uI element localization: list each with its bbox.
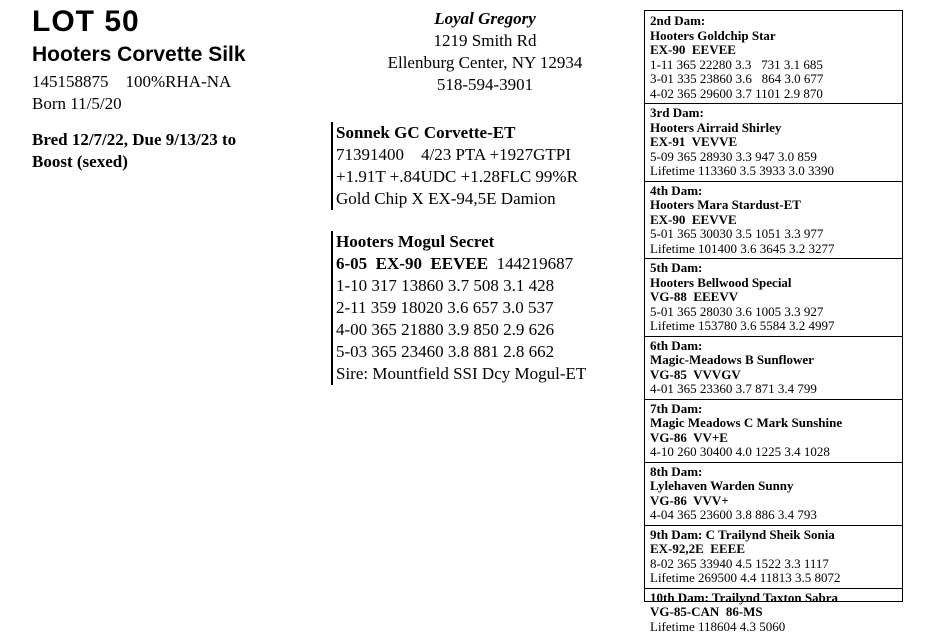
ancestor-label: 2nd Dam:: [650, 14, 897, 29]
ancestor-dam-entry: [650, 465, 897, 523]
dam-block: [331, 231, 586, 385]
ancestor-record: Lifetime 101400 3.6 3645 3.2 3277: [650, 242, 897, 257]
divider: [645, 525, 902, 526]
ancestor-record: 3-01 335 23860 3.6 864 3.0 677: [650, 72, 897, 87]
consignor-phone: 518-594-3901: [330, 74, 640, 96]
sire-line: Gold Chip X EX-94,5E Damion: [336, 188, 578, 210]
ancestor-classification: VG-86 VVV+: [650, 494, 897, 509]
ancestor-record: 4-10 260 30400 4.0 1225 3.4 1028: [650, 445, 897, 460]
divider: [645, 258, 902, 259]
ancestor-record: 1-11 365 22280 3.3 731 3.1 685: [650, 58, 897, 73]
ancestor-record: 4-01 365 23360 3.7 871 3.4 799: [650, 382, 897, 397]
cow-name: Hooters Corvette Silk: [32, 42, 246, 68]
ancestor-name: Magic Meadows C Mark Sunshine: [650, 416, 897, 431]
ancestor-label: 7th Dam:: [650, 402, 897, 417]
ancestor-dam-entry: [650, 106, 897, 179]
pedigree-box: [644, 10, 903, 602]
breeding-line: Bred 12/7/22, Due 9/13/23 to: [32, 129, 236, 151]
ancestor-classification: VG-86 VV+E: [650, 431, 897, 446]
dam-classification: [336, 253, 586, 275]
sire-name: Sonnek GC Corvette-ET: [336, 122, 578, 144]
sire-block: [331, 122, 578, 210]
ancestor-label: 6th Dam:: [650, 339, 897, 354]
consignor-block: [330, 8, 640, 96]
ancestor-classification: VG-85 VVVGV: [650, 368, 897, 383]
consignor-address: 1219 Smith Rd: [330, 30, 640, 52]
ancestor-record: Lifetime 153780 3.6 5584 3.2 4997: [650, 319, 897, 334]
dam-record: 4-00 365 21880 3.9 850 2.9 626: [336, 319, 586, 341]
ancestor-classification: EX-90 EEVEE: [650, 43, 897, 58]
ancestor-classification: VG-85-CAN 86-MS: [650, 605, 897, 620]
ancestor-name: Lylehaven Warden Sunny: [650, 479, 897, 494]
ancestor-label: 10th Dam: Trailynd Taxton Sabra: [650, 591, 897, 606]
ancestor-label: 3rd Dam:: [650, 106, 897, 121]
ancestor-dam-entry: [650, 591, 897, 634]
ancestor-classification: EX-90 EEVVE: [650, 213, 897, 228]
dam-record: 1-10 317 13860 3.7 508 3.1 428: [336, 275, 586, 297]
ancestor-record: 4-02 365 29600 3.7 1101 2.9 870: [650, 87, 897, 102]
ancestor-classification: VG-88 EEEVV: [650, 290, 897, 305]
sire-line: +1.91T +.84UDC +1.28FLC 99%R: [336, 166, 578, 188]
breeding-line: Boost (sexed): [32, 151, 236, 173]
ancestor-name: Hooters Goldchip Star: [650, 29, 897, 44]
ancestor-name: Hooters Bellwood Special: [650, 276, 897, 291]
ancestor-record: 8-02 365 33940 4.5 1522 3.3 1117: [650, 557, 897, 572]
ancestor-record: Lifetime 269500 4.4 11813 3.5 8072: [650, 571, 897, 586]
ancestor-classification: EX-92,2E EEEE: [650, 542, 897, 557]
dam-class-score: 6-05 EX-90 EEVEE: [336, 254, 488, 273]
ancestor-record: Lifetime 118604 4.3 5060: [650, 620, 897, 634]
ancestor-record: Lifetime 113360 3.5 3933 3.0 3390: [650, 164, 897, 179]
ancestor-name: Magic-Meadows B Sunflower: [650, 353, 897, 368]
ancestor-record: 5-01 365 30030 3.5 1051 3.3 977: [650, 227, 897, 242]
ancestor-record: 4-04 365 23600 3.8 886 3.4 793: [650, 508, 897, 523]
divider: [645, 399, 902, 400]
ancestor-label: 8th Dam:: [650, 465, 897, 480]
birth-date: Born 11/5/20: [32, 93, 122, 115]
ancestor-name: Hooters Mara Stardust-ET: [650, 198, 897, 213]
ancestor-dam-entry: [650, 261, 897, 334]
sire-line: 71391400 4/23 PTA +1927GTPI: [336, 144, 578, 166]
ancestor-dam-entry: [650, 184, 897, 257]
dam-record: 5-03 365 23460 3.8 881 2.8 662: [336, 341, 586, 363]
ancestor-name: Hooters Airraid Shirley: [650, 121, 897, 136]
ancestor-label: 4th Dam:: [650, 184, 897, 199]
dam-reg-number: 144219687: [488, 254, 573, 273]
divider: [645, 103, 902, 104]
consignor-city: Ellenburg Center, NY 12934: [330, 52, 640, 74]
ancestor-label: 9th Dam: C Trailynd Sheik Sonia: [650, 528, 897, 543]
dam-sire: Sire: Mountfield SSI Dcy Mogul-ET: [336, 363, 586, 385]
ancestor-record: 5-01 365 28030 3.6 1005 3.3 927: [650, 305, 897, 320]
lot-number: LOT 50: [32, 4, 140, 40]
ancestor-dam-entry: [650, 14, 897, 101]
ancestor-label: 5th Dam:: [650, 261, 897, 276]
consignor-name: Loyal Gregory: [330, 8, 640, 30]
dam-name: Hooters Mogul Secret: [336, 231, 586, 253]
ancestor-dam-entry: [650, 528, 897, 586]
divider: [645, 336, 902, 337]
divider: [645, 462, 902, 463]
dam-record: 2-11 359 18020 3.6 657 3.0 537: [336, 297, 586, 319]
ancestor-dam-entry: [650, 339, 897, 397]
ancestor-record: 5-09 365 28930 3.3 947 3.0 859: [650, 150, 897, 165]
registration-line: 145158875 100%RHA-NA: [32, 71, 231, 93]
breeding-info: [32, 129, 236, 173]
ancestor-dam-entry: [650, 402, 897, 460]
divider: [645, 588, 902, 589]
divider: [645, 181, 902, 182]
ancestor-classification: EX-91 VEVVE: [650, 135, 897, 150]
